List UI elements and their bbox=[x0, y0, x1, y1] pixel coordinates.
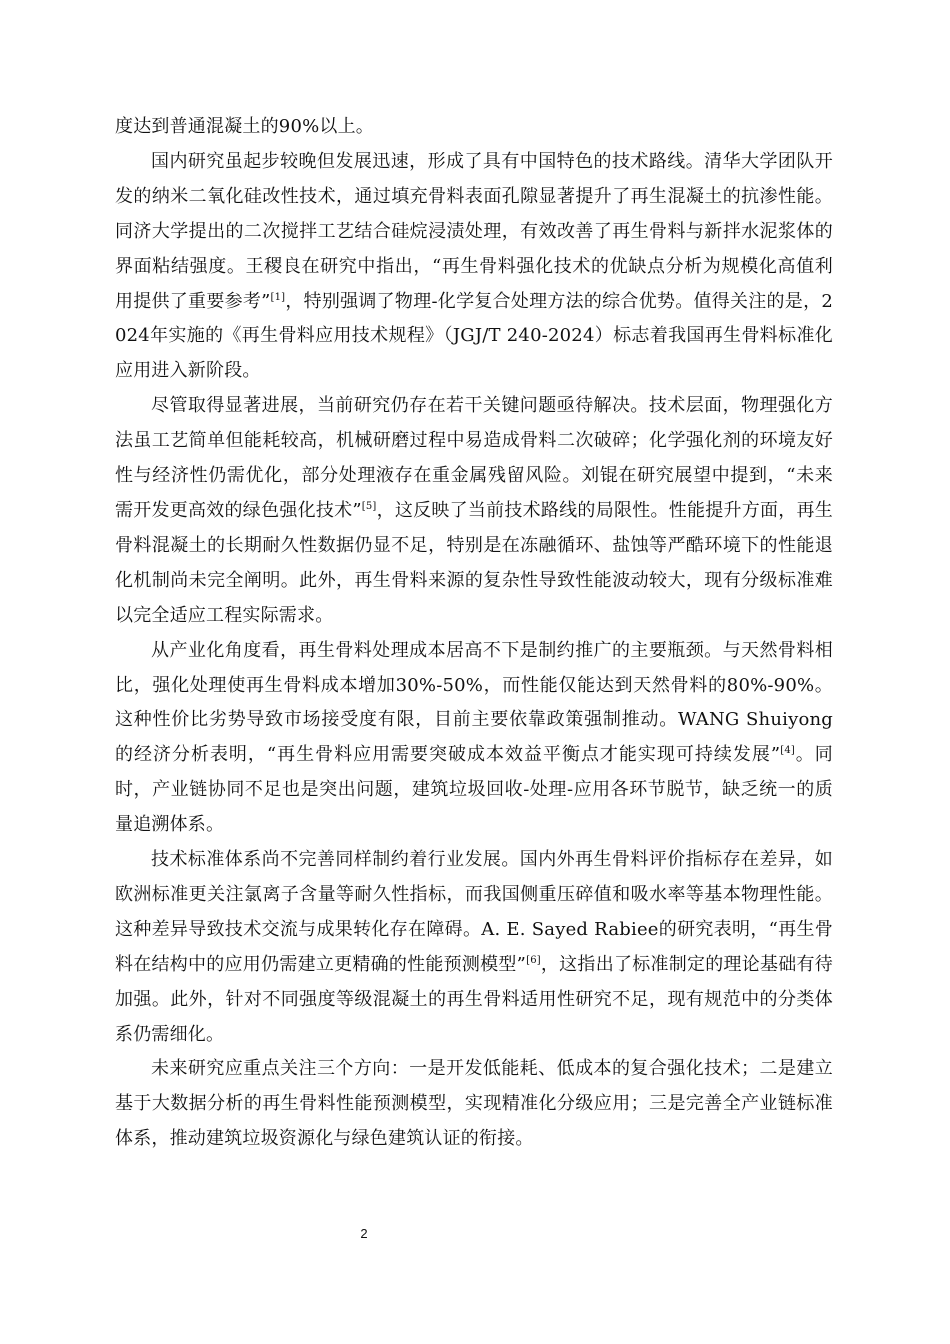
citation-ref: [1] bbox=[270, 291, 286, 303]
body-text bbox=[115, 110, 833, 1157]
page-number: 2 bbox=[360, 1226, 368, 1241]
text-run: 从产业化角度看，再生骨料处理成本居高不下是制约推广的主要瓶颈。与天然骨料相比，强化处理使再生骨料成本增加30%-50%，而性能仅能达到天然骨料的80%-90%。这种性价比劣势导致市场接受度有限，目前主要依靠政策强制推动。WANG Shuiyong的经济分析表明，“再生骨料应用需要突破成本效益平衡点才能实现可持续发展” bbox=[115, 639, 833, 766]
text-run: 度达到普通混凝土的90%以上。 bbox=[115, 116, 375, 137]
citation-ref: [6] bbox=[526, 954, 541, 966]
paragraph bbox=[115, 389, 833, 633]
text-run: 未来研究应重点关注三个方向：一是开发低能耗、低成本的复合强化技术；二是建立基于大数据分析的再生骨料性能预测模型，实现精准化分级应用；三是完善全产业链标准体系，推动建筑垃圾资源化与绿色建筑认证的衔接。 bbox=[115, 1058, 833, 1150]
paragraph bbox=[115, 145, 833, 389]
text-run: ，特别强调了物理-化学复合处理方法的综合优势。值得关注的是，2024年实施的《再生骨料应用技术规程》（JGJ/T 240-2024）标志着我国再生骨料标准化应用进入新阶段。 bbox=[115, 290, 833, 382]
text-run: 尽管取得显著进展，当前研究仍存在若干关键问题亟待解决。技术层面，物理强化方法虽工艺简单但能耗较高，机械研磨过程中易造成骨料二次破碎；化学强化剂的环境友好性与经济性仍需优化，部分处理液存在重金属残留风险。刘锟在研究展望中提到，“未来需开发更高效的绿色强化技术” bbox=[115, 395, 833, 521]
text-run: 国内研究虽起步较晚但发展迅速，形成了具有中国特色的技术路线。清华大学团队开发的纳米二氧化硅改性技术，通过填充骨料表面孔隙显著提升了再生混凝土的抗渗性能。同济大学提出的二次搅拌工艺结合硅烷浸渍处理，有效改善了再生骨料与新拌水泥浆体的界面粘结强度。王稷良在研究中指出，“再生骨料强化技术的优缺点分析为规模化高值利用提供了重要参考” bbox=[115, 150, 833, 312]
paragraph bbox=[115, 110, 833, 145]
citation-ref: [5] bbox=[361, 500, 377, 512]
paragraph bbox=[115, 634, 833, 843]
text-run: 技术标准体系尚不完善同样制约着行业发展。国内外再生骨料评价指标存在差异，如欧洲标准更关注氯离子含量等耐久性指标，而我国侧重压碎值和吸水率等基本物理性能。这种差异导致技术交流与成果转化存在障碍。A. E. Sayed Rabiee的研究表明，“再生骨料在结构中的应用仍需建立更精确的性能预测模型” bbox=[115, 849, 833, 975]
text-run: ，这反映了当前技术路线的局限性。性能提升方面，再生骨料混凝土的长期耐久性数据仍显不足，特别是在冻融循环、盐蚀等严酷环境下的性能退化机制尚未完全阐明。此外，再生骨料来源的复杂性导致性能波动较大，现有分级标准难以完全适应工程实际需求。 bbox=[115, 499, 833, 626]
text-run: ，这指出了标准制定的理论基础有待加强。此外，针对不同强度等级混凝土的再生骨料适用性研究不足，现有规范中的分类体系仍需细化。 bbox=[115, 953, 833, 1045]
citation-ref: [4] bbox=[780, 745, 796, 757]
paragraph bbox=[115, 843, 833, 1052]
paragraph bbox=[115, 1052, 833, 1157]
text-run: 。同时，产业链协同不足也是突出问题，建筑垃圾回收-处理-应用各环节脱节，缺乏统一的质量追溯体系。 bbox=[115, 744, 833, 836]
